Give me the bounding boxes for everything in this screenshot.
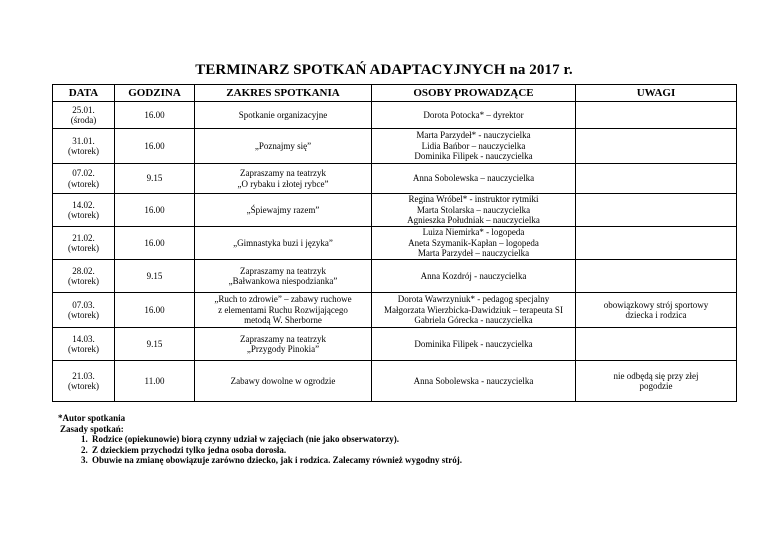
author-note: *Autor spotkania xyxy=(58,413,126,423)
cell-notes xyxy=(576,102,737,129)
cell-persons: Anna Sobolewska - nauczycielka xyxy=(372,361,576,402)
table-row xyxy=(53,129,737,164)
cell-topic: „Ruch to zdrowie” – zabawy ruchowe z elementami Ruchu Rozwijającego metodą W. Sherborne xyxy=(195,293,372,328)
table-row xyxy=(53,164,737,194)
cell-persons: Regina Wróbel* - instruktor rytmiki Marta Stolarska – nauczycielka Agnieszka Południak – nauczycielka xyxy=(372,194,576,227)
cell-time: 9.15 xyxy=(115,164,195,194)
cell-notes: obowiązkowy strój sportowy dziecka i rodzica xyxy=(576,293,737,328)
cell-topic: Zapraszamy na teatrzyk „Przygody Pinokia” xyxy=(195,328,372,361)
cell-time: 16.00 xyxy=(115,129,195,164)
cell-topic: Zapraszamy na teatrzyk „O rybaku i złotej rybce” xyxy=(195,164,372,194)
cell-date: 21.03. (wtorek) xyxy=(53,361,115,402)
table-row xyxy=(53,102,737,129)
cell-date: 25.01. (środa) xyxy=(53,102,115,129)
cell-notes xyxy=(576,328,737,361)
cell-time: 9.15 xyxy=(115,328,195,361)
cell-notes xyxy=(576,227,737,260)
rule-item: 2. Z dzieckiem przychodzi tylko jedna osoba dorosła. xyxy=(90,445,462,456)
column-header-date: DATA xyxy=(53,85,115,102)
cell-topic: Zapraszamy na teatrzyk „Bałwankowa niespodzianka” xyxy=(195,260,372,293)
cell-persons: Luiza Niemirka* - logopeda Aneta Szymanik-Kapłan – logopeda Marta Parzydeł – nauczycielka xyxy=(372,227,576,260)
cell-persons: Anna Kozdrój - nauczycielka xyxy=(372,260,576,293)
cell-notes: nie odbędą się przy złej pogodzie xyxy=(576,361,737,402)
table-row xyxy=(53,361,737,402)
cell-topic: „Poznajmy się” xyxy=(195,129,372,164)
column-header-persons: OSOBY PROWADZĄCE xyxy=(372,85,576,102)
cell-topic: „Śpiewajmy razem” xyxy=(195,194,372,227)
table-row xyxy=(53,293,737,328)
column-header-topic: ZAKRES SPOTKANIA xyxy=(195,85,372,102)
rules-title: Zasady spotkań: xyxy=(60,423,124,434)
rule-item: 3. Obuwie na zmianę obowiązuje zarówno dziecko, jak i rodzica. Zalecamy również wygodny strój. xyxy=(90,455,462,466)
column-header-notes: UWAGI xyxy=(576,85,737,102)
cell-persons: Dorota Wawrzyniuk* - pedagog specjalny Małgorzata Wierzbicka-Dawidziuk – terapeuta SI Gabriela Górecka - nauczycielka xyxy=(372,293,576,328)
cell-time: 11.00 xyxy=(115,361,195,402)
table-row xyxy=(53,328,737,361)
cell-date: 21.02. (wtorek) xyxy=(53,227,115,260)
cell-persons: Dorota Potocka* – dyrektor xyxy=(372,102,576,129)
cell-notes xyxy=(576,129,737,164)
cell-date: 14.03. (wtorek) xyxy=(53,328,115,361)
cell-persons: Dominika Filipek - nauczycielka xyxy=(372,328,576,361)
cell-persons: Anna Sobolewska – nauczycielka xyxy=(372,164,576,194)
cell-time: 9.15 xyxy=(115,260,195,293)
table-row xyxy=(53,194,737,227)
cell-persons: Marta Parzydeł* - nauczycielka Lidia Bańbor – nauczycielka Dominika Filipek - nauczycielka xyxy=(372,129,576,164)
table-row xyxy=(53,227,737,260)
cell-time: 16.00 xyxy=(115,194,195,227)
cell-notes xyxy=(576,194,737,227)
cell-topic: Spotkanie organizacyjne xyxy=(195,102,372,129)
cell-date: 07.03. (wtorek) xyxy=(53,293,115,328)
table-header-row xyxy=(53,85,737,102)
document-title: TERMINARZ SPOTKAŃ ADAPTACYJNYCH na 2017 r. xyxy=(195,62,573,78)
cell-time: 16.00 xyxy=(115,102,195,129)
footer-notes xyxy=(58,413,462,466)
cell-notes xyxy=(576,164,737,194)
cell-notes xyxy=(576,260,737,293)
rules-list xyxy=(58,434,462,466)
table-row xyxy=(53,260,737,293)
schedule-table xyxy=(52,84,737,402)
rule-item: 1. Rodzice (opiekunowie) biorą czynny udział w zajęciach (nie jako obserwatorzy). xyxy=(90,434,462,445)
cell-topic: Zabawy dowolne w ogrodzie xyxy=(195,361,372,402)
cell-date: 31.01. (wtorek) xyxy=(53,129,115,164)
cell-time: 16.00 xyxy=(115,293,195,328)
cell-date: 14.02. (wtorek) xyxy=(53,194,115,227)
cell-time: 16.00 xyxy=(115,227,195,260)
cell-date: 28.02. (wtorek) xyxy=(53,260,115,293)
cell-topic: „Gimnastyka buzi i języka” xyxy=(195,227,372,260)
cell-date: 07.02. (wtorek) xyxy=(53,164,115,194)
column-header-time: GODZINA xyxy=(115,85,195,102)
